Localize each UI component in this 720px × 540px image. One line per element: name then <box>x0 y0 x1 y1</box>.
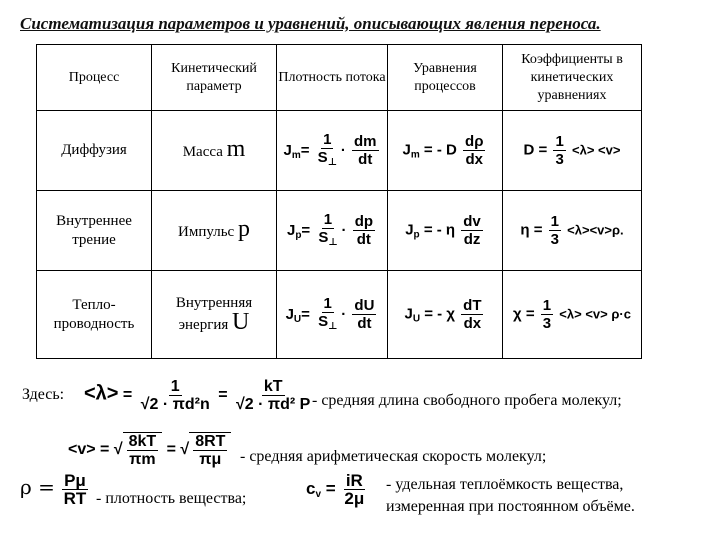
lambda-description: - средняя длина свободного пробега молекул; <box>312 392 622 409</box>
header-flux-density: Плотность потока <box>277 45 388 111</box>
process-name: Тепло-проводность <box>53 296 135 332</box>
table-row <box>37 191 642 271</box>
lambda-formula: <λ> = $\frac{1}{\text{√2 · πd²n}}$ = $\frac{kT}{\text{√2 · πd² P}}$ <box>84 378 311 413</box>
param-cell <box>152 111 277 191</box>
flux-formula: $J_U=$ $\frac{1}{S_\perp}$ · $\frac{dU}{dt}$ <box>277 271 388 359</box>
table-row <box>37 111 642 191</box>
table-row <box>37 271 642 359</box>
equation-formula: $J_m$ = - D $\frac{d\rho}{dx}$ <box>388 111 503 191</box>
process-name: Внутреннее трение <box>56 212 132 248</box>
heat-capacity-description-2: измеренная при постоянном объёме. <box>386 498 635 515</box>
coefficient-formula: D = $\frac{1}{3}$ <λ> <v> <box>503 111 642 191</box>
coefficient-formula: η = $\frac{1}{3}$ <λ><v>ρ. <box>503 191 642 271</box>
density-formula: ρ = $\frac{P\mu}{RT}$ <box>20 471 87 508</box>
here-label: Здесь: <box>22 386 65 403</box>
process-cell <box>37 191 152 271</box>
coefficient-formula: χ = $\frac{1}{3}$ <λ> <v> ρ·c <box>503 271 642 359</box>
flux-formula: $J_p=$ $\frac{1}{S_\perp}$ · $\frac{dp}{dt}$ <box>277 191 388 271</box>
param-symbol: m <box>226 135 246 162</box>
param-name: Внутренняя энергия <box>175 295 253 333</box>
header-row <box>37 45 642 111</box>
parameters-table <box>36 44 642 359</box>
process-cell <box>37 271 152 359</box>
header-equations: Уравнения процессов <box>388 45 503 111</box>
param-cell <box>152 271 277 359</box>
process-cell <box>37 111 152 191</box>
heat-capacity-formula: $c_v$ = $\frac{iR}{2\mu}$ <box>306 471 365 508</box>
velocity-formula: <v> = √ $\frac{8kT}{\pi m}$ = √ $\frac{8RT}{\pi\mu}$ <box>68 432 231 468</box>
param-name: Импульс <box>178 223 235 240</box>
header-process: Процесс <box>37 45 152 111</box>
param-symbol: U <box>232 309 250 335</box>
param-cell <box>152 191 277 271</box>
param-name: Масса <box>182 143 223 160</box>
density-description: - плотность вещества; <box>96 490 247 507</box>
page-title: Систематизация параметров и уравнений, описывающих явления переноса. <box>20 14 601 33</box>
equation-formula: $J_U$ = - χ $\frac{dT}{dx}$ <box>388 271 503 359</box>
velocity-description: - средняя арифметическая скорость молекул; <box>240 448 547 465</box>
equation-formula: $J_p$ = - η $\frac{dv}{dz}$ <box>388 191 503 271</box>
header-coefficients: Коэффициенты в кинетических уравнениях <box>503 45 642 111</box>
heat-capacity-description-1: - удельная теплоёмкость вещества, <box>386 476 624 493</box>
param-symbol: p <box>237 215 250 242</box>
header-kinetic-param: Кинетический параметр <box>152 45 277 111</box>
process-name: Диффузия <box>61 142 127 158</box>
flux-formula: $J_m=$ $\frac{1}{S_\perp}$ · $\frac{dm}{dt}$ <box>277 111 388 191</box>
